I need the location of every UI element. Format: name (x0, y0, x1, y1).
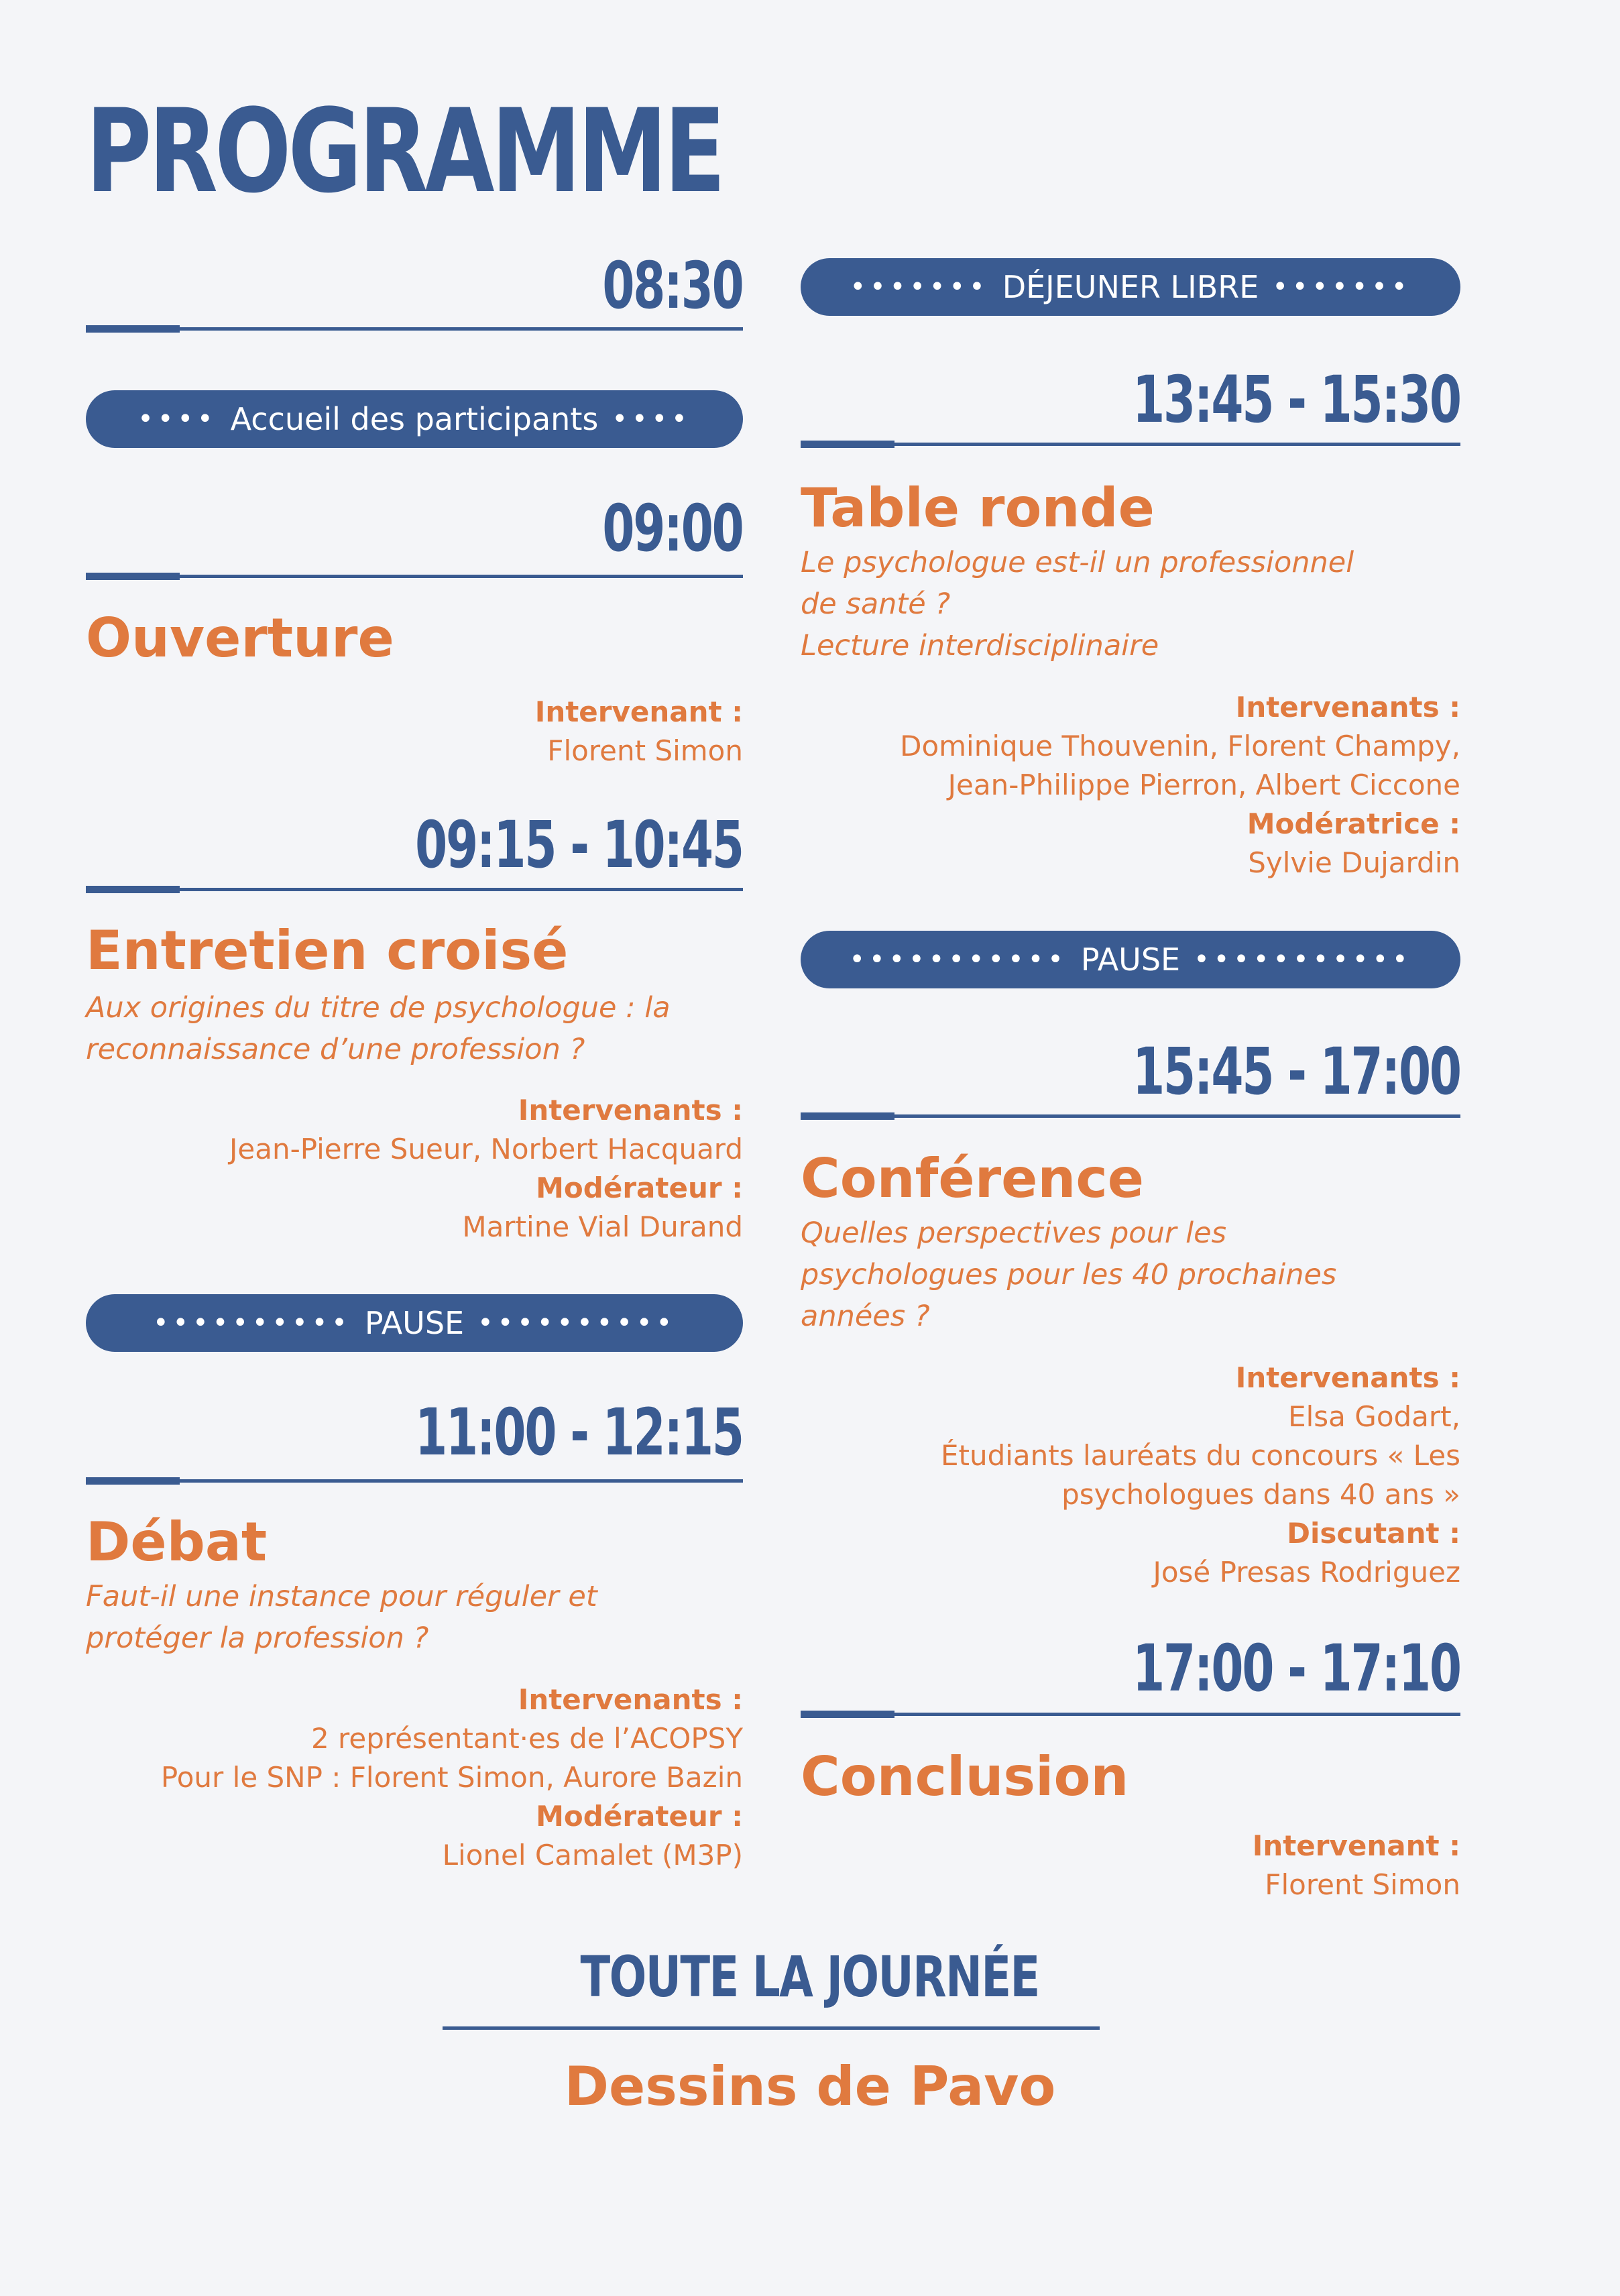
subtitle-line: de santé ? (801, 587, 951, 621)
speakers-table-ronde (801, 688, 1460, 882)
subtitle-line: années ? (801, 1300, 930, 1333)
person-line: Étudiants lauréats du concours « Les (940, 1439, 1460, 1472)
role-label: Intervenants : (518, 1683, 743, 1716)
heading-conference: Conférence (801, 1147, 1145, 1210)
role-label: Modérateur : (536, 1800, 743, 1833)
person-line: Jean-Philippe Pierron, Albert Ciccone (947, 768, 1460, 801)
person-line: Sylvie Dujardin (1248, 846, 1460, 879)
time-1100-1215: 11:00 - 12:15 (415, 1395, 743, 1470)
subtitle-entretien-croise (86, 987, 743, 1070)
pill-accueil (86, 390, 743, 448)
subtitle-line: reconnaissance d’une profession ? (86, 1033, 585, 1066)
footer-title-text: TOUTE LA JOURNÉE (580, 1944, 1040, 2010)
heading-debat: Débat (86, 1511, 268, 1573)
role-label: Intervenant : (1252, 1829, 1460, 1862)
pill-dots: •••• (612, 404, 691, 435)
subtitle-line: Lecture interdisciplinaire (801, 629, 1159, 663)
time-rule (86, 575, 743, 578)
person-line: José Presas Rodriguez (1153, 1556, 1460, 1589)
footer-rule (443, 2026, 1100, 2030)
time-rule (801, 443, 1460, 446)
time-rule (86, 888, 743, 891)
pill-label: DÉJEUNER LIBRE (1002, 269, 1259, 305)
person-line: 2 représentant·es de l’ACOPSY (310, 1722, 743, 1755)
pill-dots: •••• (137, 404, 217, 435)
time-rule (86, 1479, 743, 1483)
pill-pause-morning (86, 1294, 743, 1352)
speakers-ouverture (86, 693, 743, 770)
person-line: Florent Simon (1265, 1868, 1460, 1901)
pill-dots: •••••••••• (477, 1308, 677, 1338)
time-rule (86, 327, 743, 331)
heading-entretien-croise: Entretien croisé (86, 919, 569, 982)
subtitle-table-ronde (801, 542, 1460, 667)
pill-dots: ••••••• (1272, 272, 1411, 302)
pill-dots: ••••••••••• (849, 944, 1067, 975)
time-1545-1700: 15:45 - 17:00 (1133, 1034, 1460, 1109)
person-line: Jean-Pierre Sueur, Norbert Hacquard (229, 1133, 743, 1165)
person-line: Lionel Camalet (M3P) (442, 1839, 743, 1872)
subtitle-line: Quelles perspectives pour les (801, 1216, 1226, 1250)
person-line: Pour le SNP : Florent Simon, Aurore Bazin (160, 1761, 743, 1794)
pill-dots: •••••••••• (152, 1308, 351, 1338)
person-line: Elsa Godart, (1288, 1400, 1460, 1433)
role-label: Intervenant : (534, 695, 743, 728)
pill-dejeuner-libre (801, 258, 1460, 316)
pill-label: PAUSE (1080, 941, 1181, 978)
time-rule (801, 1713, 1460, 1716)
time-1700-1710: 17:00 - 17:10 (1133, 1631, 1460, 1706)
subtitle-conference (801, 1212, 1460, 1337)
person-line: Dominique Thouvenin, Florent Champy, (900, 730, 1460, 762)
role-label: Intervenants : (518, 1094, 743, 1127)
role-label: Discutant : (1287, 1517, 1460, 1550)
pill-label: PAUSE (364, 1305, 465, 1341)
subtitle-line: Le psychologue est-il un professionnel (801, 546, 1354, 579)
subtitle-line: protéger la profession ? (86, 1621, 429, 1655)
page-title: PROGRAMME (86, 84, 723, 219)
speakers-debat (86, 1680, 743, 1875)
footer-heading: Dessins de Pavo (564, 2055, 1056, 2118)
subtitle-line: psychologues pour les 40 prochaines (801, 1258, 1337, 1292)
pill-dots: ••••••••••• (1194, 944, 1412, 975)
role-label: Modérateur : (536, 1171, 743, 1204)
person-line: Martine Vial Durand (462, 1210, 743, 1243)
subtitle-debat (86, 1576, 743, 1659)
pill-dots: ••••••• (850, 272, 989, 302)
time-0915-1045: 09:15 - 10:45 (415, 807, 743, 882)
heading-table-ronde: Table ronde (801, 477, 1155, 539)
speakers-conference (801, 1359, 1460, 1592)
speakers-conclusion (801, 1827, 1460, 1904)
time-rule (801, 1114, 1460, 1118)
time-0830: 08:30 (602, 248, 743, 323)
footer-title (0, 1944, 1620, 2010)
heading-ouverture: Ouverture (86, 607, 394, 669)
heading-conclusion: Conclusion (801, 1745, 1129, 1808)
pill-label: Accueil des participants (230, 401, 599, 437)
person-line: Florent Simon (547, 734, 743, 767)
pill-pause-afternoon (801, 931, 1460, 988)
time-0900: 09:00 (602, 491, 743, 566)
role-label: Intervenants : (1235, 691, 1460, 724)
subtitle-line: Faut-il une instance pour réguler et (86, 1580, 597, 1613)
speakers-entretien-croise (86, 1091, 743, 1247)
role-label: Intervenants : (1235, 1361, 1460, 1394)
time-1345-1530: 13:45 - 15:30 (1133, 362, 1460, 437)
role-label: Modératrice : (1247, 807, 1460, 840)
subtitle-line: Aux origines du titre de psychologue : la (86, 991, 671, 1025)
person-line: psychologues dans 40 ans » (1061, 1478, 1460, 1511)
